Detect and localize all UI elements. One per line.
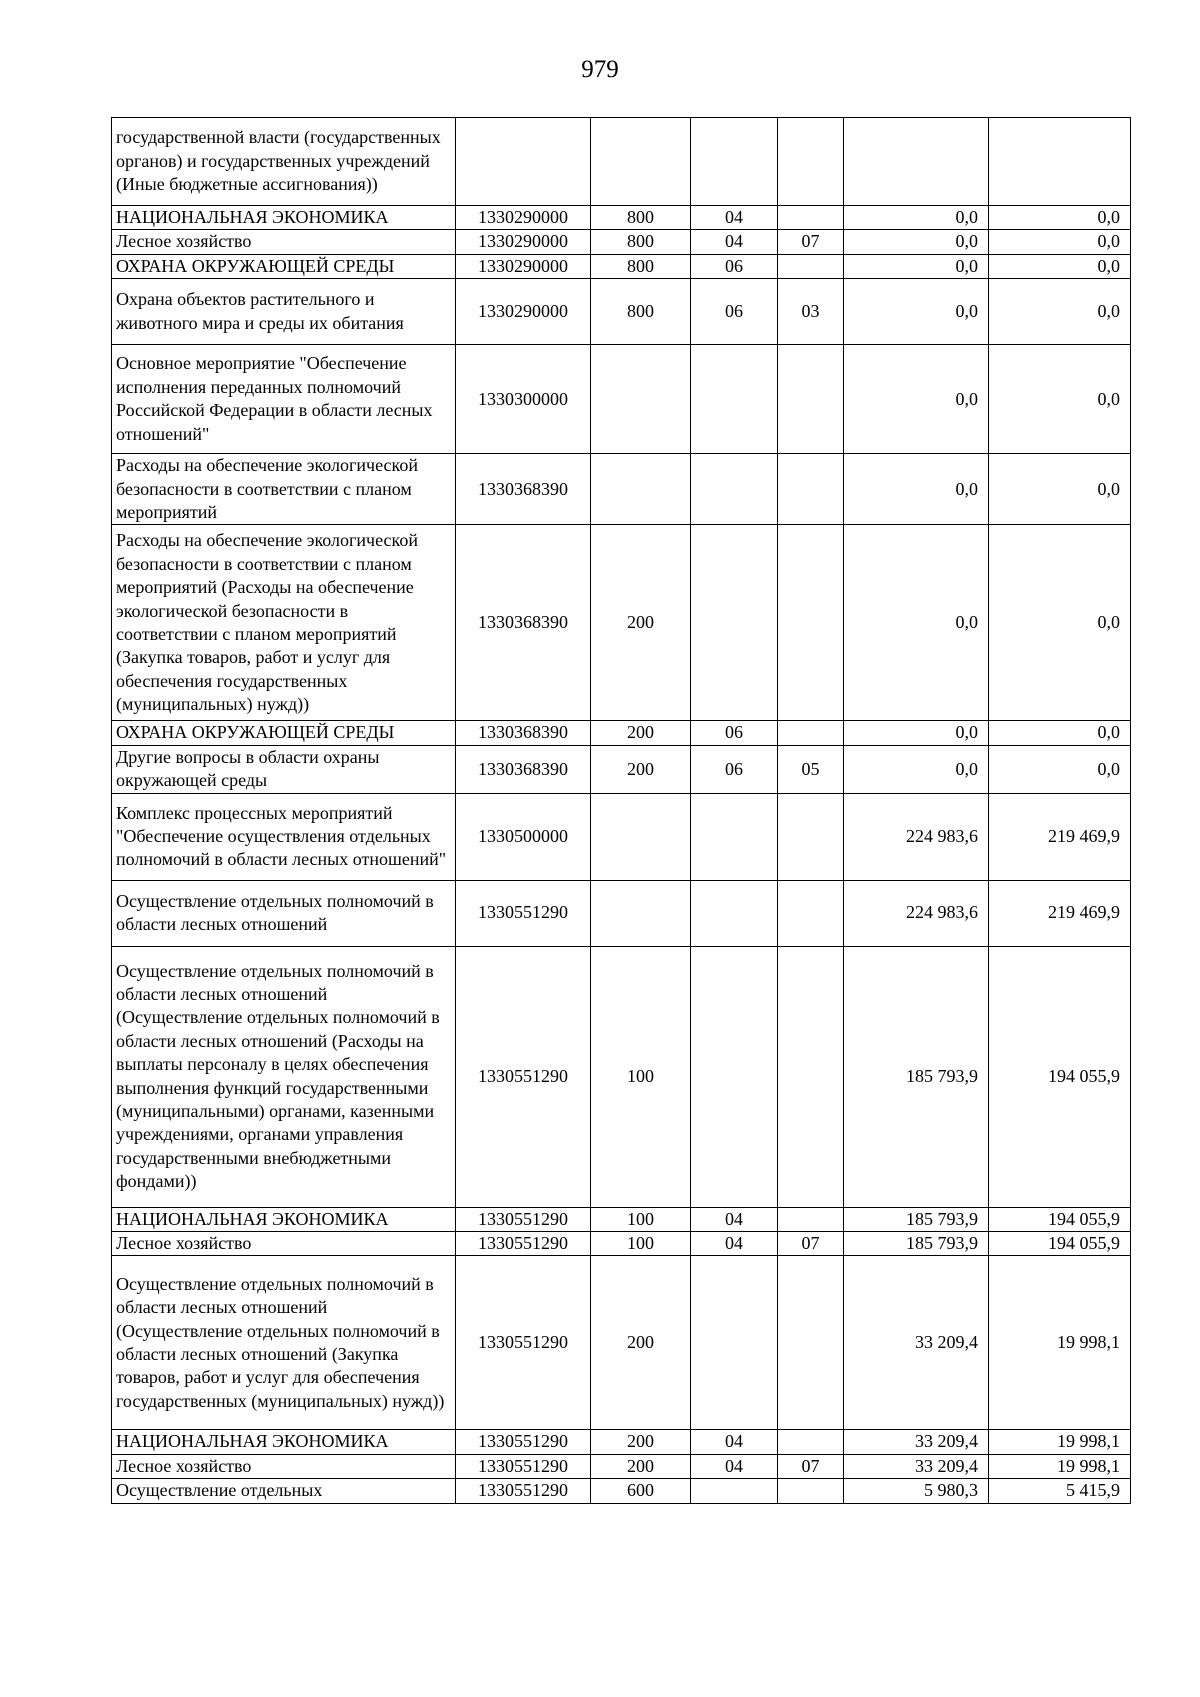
- row-target-code: 1330551290: [456, 1207, 591, 1231]
- table-row: [112, 254, 1131, 278]
- table-row: [112, 721, 1131, 745]
- row-subsection: 03: [778, 279, 844, 345]
- row-name: государственной власти (государственных органов) и государственных учреждений (Иные бюджетные ассигнования)): [112, 118, 456, 206]
- row-target-code: 1330551290: [456, 1479, 591, 1503]
- row-subsection: [778, 1207, 844, 1231]
- row-sum-year-1: 185 793,9: [844, 1207, 989, 1231]
- row-subsection: [778, 118, 844, 206]
- row-subsection: [778, 525, 844, 721]
- budget-table: [111, 117, 1131, 1504]
- row-subsection: [778, 1256, 844, 1430]
- row-sum-year-2: 194 055,9: [989, 946, 1131, 1207]
- row-name: Осуществление отдельных полномочий в области лесных отношений (Осуществление отдельных полномочий в области лесных отношений (Расходы на выплаты персоналу в целях обеспечения выполнения функций государственными (муниципальными) органами, казенными учреждениями, органами управления государственными внебюджетными фондами)): [112, 946, 456, 1207]
- row-name: Осуществление отдельных полномочий в области лесных отношений: [112, 880, 456, 946]
- row-expense-type: 100: [591, 1207, 691, 1231]
- row-expense-type: 200: [591, 1256, 691, 1430]
- row-expense-type: 800: [591, 279, 691, 345]
- table-row: [112, 1232, 1131, 1256]
- row-sum-year-2: 219 469,9: [989, 793, 1131, 880]
- row-section: [691, 118, 778, 206]
- row-subsection: 07: [778, 1454, 844, 1478]
- row-sum-year-2: 0,0: [989, 721, 1131, 745]
- row-sum-year-1: 0,0: [844, 721, 989, 745]
- row-expense-type: 100: [591, 1232, 691, 1256]
- row-sum-year-1: 0,0: [844, 454, 989, 525]
- table-row: [112, 454, 1131, 525]
- row-expense-type: 200: [591, 525, 691, 721]
- row-expense-type: 800: [591, 254, 691, 278]
- row-expense-type: [591, 793, 691, 880]
- row-expense-type: [591, 118, 691, 206]
- row-subsection: [778, 880, 844, 946]
- row-subsection: [778, 793, 844, 880]
- table-row: [112, 230, 1131, 254]
- row-expense-type: [591, 345, 691, 454]
- row-sum-year-2: 0,0: [989, 230, 1131, 254]
- row-target-code: 1330368390: [456, 525, 591, 721]
- row-subsection: [778, 1479, 844, 1503]
- row-sum-year-2: 0,0: [989, 279, 1131, 345]
- table-row: [112, 345, 1131, 454]
- row-section: 04: [691, 1207, 778, 1231]
- row-expense-type: 200: [591, 1430, 691, 1454]
- row-section: 04: [691, 206, 778, 230]
- row-name: Лесное хозяйство: [112, 1454, 456, 1478]
- row-target-code: 1330368390: [456, 721, 591, 745]
- row-expense-type: [591, 454, 691, 525]
- row-name: Лесное хозяйство: [112, 1232, 456, 1256]
- row-target-code: 1330500000: [456, 793, 591, 880]
- row-target-code: 1330300000: [456, 345, 591, 454]
- row-expense-type: 200: [591, 721, 691, 745]
- row-section: 04: [691, 1232, 778, 1256]
- row-sum-year-1: 0,0: [844, 230, 989, 254]
- row-sum-year-2: 0,0: [989, 745, 1131, 793]
- row-target-code: 1330368390: [456, 745, 591, 793]
- row-target-code: 1330551290: [456, 946, 591, 1207]
- row-name: ОХРАНА ОКРУЖАЮЩЕЙ СРЕДЫ: [112, 254, 456, 278]
- row-sum-year-1: 33 209,4: [844, 1430, 989, 1454]
- row-name: Другие вопросы в области охраны окружающей среды: [112, 745, 456, 793]
- table-row: [112, 206, 1131, 230]
- row-subsection: [778, 1430, 844, 1454]
- table-row: [112, 1454, 1131, 1478]
- row-target-code: [456, 118, 591, 206]
- row-section: [691, 880, 778, 946]
- row-name: ОХРАНА ОКРУЖАЮЩЕЙ СРЕДЫ: [112, 721, 456, 745]
- table-row: [112, 525, 1131, 721]
- row-section: 06: [691, 721, 778, 745]
- row-sum-year-1: 0,0: [844, 254, 989, 278]
- row-name: Комплекс процессных мероприятий "Обеспечение осуществления отдельных полномочий в области лесных отношений": [112, 793, 456, 880]
- table-row: [112, 1256, 1131, 1430]
- row-subsection: [778, 206, 844, 230]
- table-row: [112, 279, 1131, 345]
- table-body: [112, 118, 1131, 1504]
- table-row: [112, 793, 1131, 880]
- row-sum-year-2: 19 998,1: [989, 1256, 1131, 1430]
- row-sum-year-1: 0,0: [844, 745, 989, 793]
- row-sum-year-1: 224 983,6: [844, 880, 989, 946]
- row-sum-year-2: 19 998,1: [989, 1454, 1131, 1478]
- row-section: [691, 345, 778, 454]
- row-sum-year-2: 5 415,9: [989, 1479, 1131, 1503]
- table-row: [112, 1207, 1131, 1231]
- row-sum-year-1: 185 793,9: [844, 946, 989, 1207]
- row-target-code: 1330551290: [456, 1256, 591, 1430]
- table-row: [112, 880, 1131, 946]
- table-row: [112, 745, 1131, 793]
- row-section: [691, 1479, 778, 1503]
- row-target-code: 1330551290: [456, 1232, 591, 1256]
- row-name: НАЦИОНАЛЬНАЯ ЭКОНОМИКА: [112, 206, 456, 230]
- row-subsection: [778, 721, 844, 745]
- row-expense-type: 200: [591, 1454, 691, 1478]
- row-sum-year-1: 0,0: [844, 206, 989, 230]
- row-target-code: 1330290000: [456, 206, 591, 230]
- row-subsection: 05: [778, 745, 844, 793]
- row-subsection: [778, 254, 844, 278]
- row-expense-type: 600: [591, 1479, 691, 1503]
- row-target-code: 1330551290: [456, 1430, 591, 1454]
- row-sum-year-1: 0,0: [844, 345, 989, 454]
- row-name: Лесное хозяйство: [112, 230, 456, 254]
- row-target-code: 1330290000: [456, 254, 591, 278]
- row-subsection: 07: [778, 230, 844, 254]
- row-expense-type: 800: [591, 230, 691, 254]
- row-name: Основное мероприятие "Обеспечение исполнения переданных полномочий Российской Федерации в области лесных отношений": [112, 345, 456, 454]
- table-row: [112, 1479, 1131, 1503]
- row-section: 04: [691, 230, 778, 254]
- row-section: 06: [691, 745, 778, 793]
- row-section: 06: [691, 279, 778, 345]
- row-sum-year-1: 33 209,4: [844, 1256, 989, 1430]
- row-section: [691, 1256, 778, 1430]
- row-sum-year-1: 0,0: [844, 279, 989, 345]
- row-expense-type: 200: [591, 745, 691, 793]
- row-sum-year-2: 194 055,9: [989, 1207, 1131, 1231]
- row-sum-year-1: 224 983,6: [844, 793, 989, 880]
- row-name: Осуществление отдельных полномочий в области лесных отношений (Осуществление отдельных полномочий в области лесных отношений (Закупка товаров, работ и услуг для обеспечения государственных (муниципальных) нужд)): [112, 1256, 456, 1430]
- row-name: Охрана объектов растительного и животного мира и среды их обитания: [112, 279, 456, 345]
- row-sum-year-1: [844, 118, 989, 206]
- row-name: Расходы на обеспечение экологической безопасности в соответствии с планом мероприятий: [112, 454, 456, 525]
- row-sum-year-2: [989, 118, 1131, 206]
- row-sum-year-1: 185 793,9: [844, 1232, 989, 1256]
- row-sum-year-2: 219 469,9: [989, 880, 1131, 946]
- row-sum-year-2: 0,0: [989, 525, 1131, 721]
- row-sum-year-2: 194 055,9: [989, 1232, 1131, 1256]
- row-section: [691, 793, 778, 880]
- row-target-code: 1330551290: [456, 880, 591, 946]
- page-number: 979: [581, 56, 619, 83]
- row-sum-year-1: 33 209,4: [844, 1454, 989, 1478]
- table-row: [112, 1430, 1131, 1454]
- row-subsection: [778, 345, 844, 454]
- row-expense-type: 100: [591, 946, 691, 1207]
- table-row: [112, 118, 1131, 206]
- row-target-code: 1330290000: [456, 279, 591, 345]
- row-sum-year-2: 0,0: [989, 254, 1131, 278]
- row-subsection: 07: [778, 1232, 844, 1256]
- row-sum-year-1: 0,0: [844, 525, 989, 721]
- row-sum-year-2: 19 998,1: [989, 1430, 1131, 1454]
- table-row: [112, 946, 1131, 1207]
- row-target-code: 1330290000: [456, 230, 591, 254]
- row-expense-type: [591, 880, 691, 946]
- row-section: 04: [691, 1430, 778, 1454]
- row-sum-year-2: 0,0: [989, 454, 1131, 525]
- row-name: НАЦИОНАЛЬНАЯ ЭКОНОМИКА: [112, 1430, 456, 1454]
- row-name: Осуществление отдельных: [112, 1479, 456, 1503]
- row-sum-year-1: 5 980,3: [844, 1479, 989, 1503]
- row-sum-year-2: 0,0: [989, 345, 1131, 454]
- row-name: НАЦИОНАЛЬНАЯ ЭКОНОМИКА: [112, 1207, 456, 1231]
- row-section: [691, 525, 778, 721]
- row-subsection: [778, 454, 844, 525]
- row-expense-type: 800: [591, 206, 691, 230]
- row-subsection: [778, 946, 844, 1207]
- row-target-code: 1330368390: [456, 454, 591, 525]
- row-section: [691, 454, 778, 525]
- row-name: Расходы на обеспечение экологической безопасности в соответствии с планом мероприятий (Расходы на обеспечение экологической безопасности в соответствии с планом мероприятий (Закупка товаров, работ и услуг для обеспечения государственных (муниципальных) нужд)): [112, 525, 456, 721]
- row-section: 04: [691, 1454, 778, 1478]
- row-section: 06: [691, 254, 778, 278]
- row-sum-year-2: 0,0: [989, 206, 1131, 230]
- row-section: [691, 946, 778, 1207]
- row-target-code: 1330551290: [456, 1454, 591, 1478]
